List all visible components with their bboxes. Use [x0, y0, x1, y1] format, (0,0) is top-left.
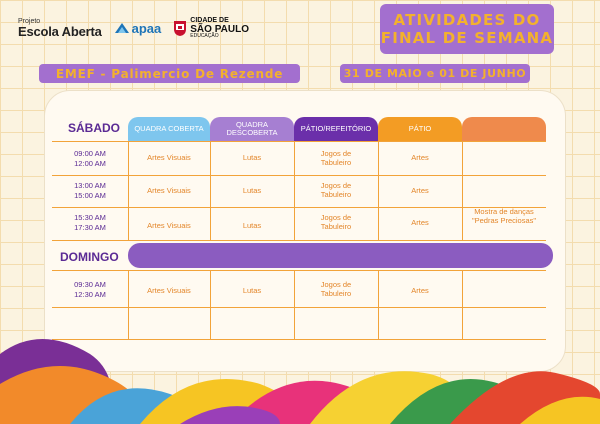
time-slot — [52, 280, 128, 300]
escola-aberta-name: Escola Aberta — [18, 24, 102, 40]
table-cell: Jogos de Tabuleiro — [320, 149, 352, 168]
table-column-line — [378, 270, 379, 340]
table-cell: Artes Visuais — [147, 153, 191, 162]
time-start: 09:00 AM — [74, 149, 106, 158]
time-slot — [52, 149, 128, 169]
column-header-quadra-descoberta: QUADRA DESCOBERTA — [210, 117, 294, 141]
column-header-extra — [462, 117, 546, 141]
table-cell: Artes — [411, 186, 429, 195]
time-end: 17:30 AM — [74, 222, 106, 232]
sao-paulo-line1: CIDADE DE — [190, 17, 229, 24]
escola-aberta-small: Projeto — [18, 18, 41, 26]
time-end: 12:00 AM — [74, 158, 106, 168]
title-line2: FINAL DE SEMANA — [380, 29, 554, 47]
day-label-domingo: DOMINGO — [60, 250, 119, 264]
time-slot — [52, 181, 128, 201]
table-divider — [52, 339, 546, 340]
page-title — [380, 4, 554, 54]
column-header-patio-refeitorio: PÁTIO/REFEITÓRIO — [294, 117, 378, 141]
table-divider — [52, 307, 546, 308]
column-header-quadra-coberta: QUADRA COBERTA — [128, 117, 210, 141]
apaa-icon — [114, 22, 130, 34]
table-divider — [52, 141, 546, 142]
apaa-logo — [114, 21, 162, 36]
table-divider — [52, 240, 546, 241]
table-cell: Lutas — [242, 153, 262, 162]
day-label-sabado: SÁBADO — [68, 121, 121, 135]
domingo-header-bar — [128, 243, 553, 268]
time-start: 15:30 AM — [74, 213, 106, 222]
table-cell: Artes Visuais — [147, 221, 191, 230]
time-start: 13:00 AM — [74, 181, 106, 190]
date-badge: 31 DE MAIO e 01 DE JUNHO — [340, 64, 530, 83]
time-end: 15:00 AM — [74, 190, 106, 200]
title-line1: ATIVIDADES DO — [393, 11, 541, 29]
table-cell: Artes — [411, 218, 429, 227]
sao-paulo-line2: SÃO PAULO — [190, 23, 249, 35]
brand-logos — [18, 18, 249, 39]
table-cell: Jogos de Tabuleiro — [320, 280, 352, 299]
table-divider — [52, 175, 546, 176]
table-divider — [52, 270, 546, 271]
column-header-patio: PÁTIO — [378, 117, 462, 141]
table-cell: Artes — [411, 286, 429, 295]
sao-paulo-logo — [173, 18, 249, 39]
escola-aberta-logo — [18, 18, 102, 38]
sao-paulo-line3: EDUCAÇÃO — [190, 33, 219, 40]
sao-paulo-crest-icon — [173, 19, 187, 37]
table-cell: Mostra de danças "Pedras Preciosas" — [471, 207, 537, 226]
school-name-badge: EMEF - Palimercio De Rezende — [39, 64, 300, 83]
time-slot — [52, 213, 128, 233]
table-column-line — [462, 141, 463, 241]
table-cell: Lutas — [242, 286, 262, 295]
time-start: 09:30 AM — [74, 280, 106, 289]
table-cell: Jogos de Tabuleiro — [320, 181, 352, 200]
table-cell: Artes Visuais — [147, 186, 191, 195]
table-column-line — [210, 270, 211, 340]
table-cell: Jogos de Tabuleiro — [320, 213, 352, 232]
table-cell: Artes Visuais — [147, 286, 191, 295]
time-end: 12:30 AM — [74, 289, 106, 299]
table-cell: Lutas — [242, 221, 262, 230]
apaa-text: apaa — [131, 20, 162, 36]
table-cell: Artes — [411, 153, 429, 162]
table-column-line — [462, 270, 463, 340]
table-cell: Lutas — [242, 186, 262, 195]
table-column-line — [128, 270, 129, 340]
